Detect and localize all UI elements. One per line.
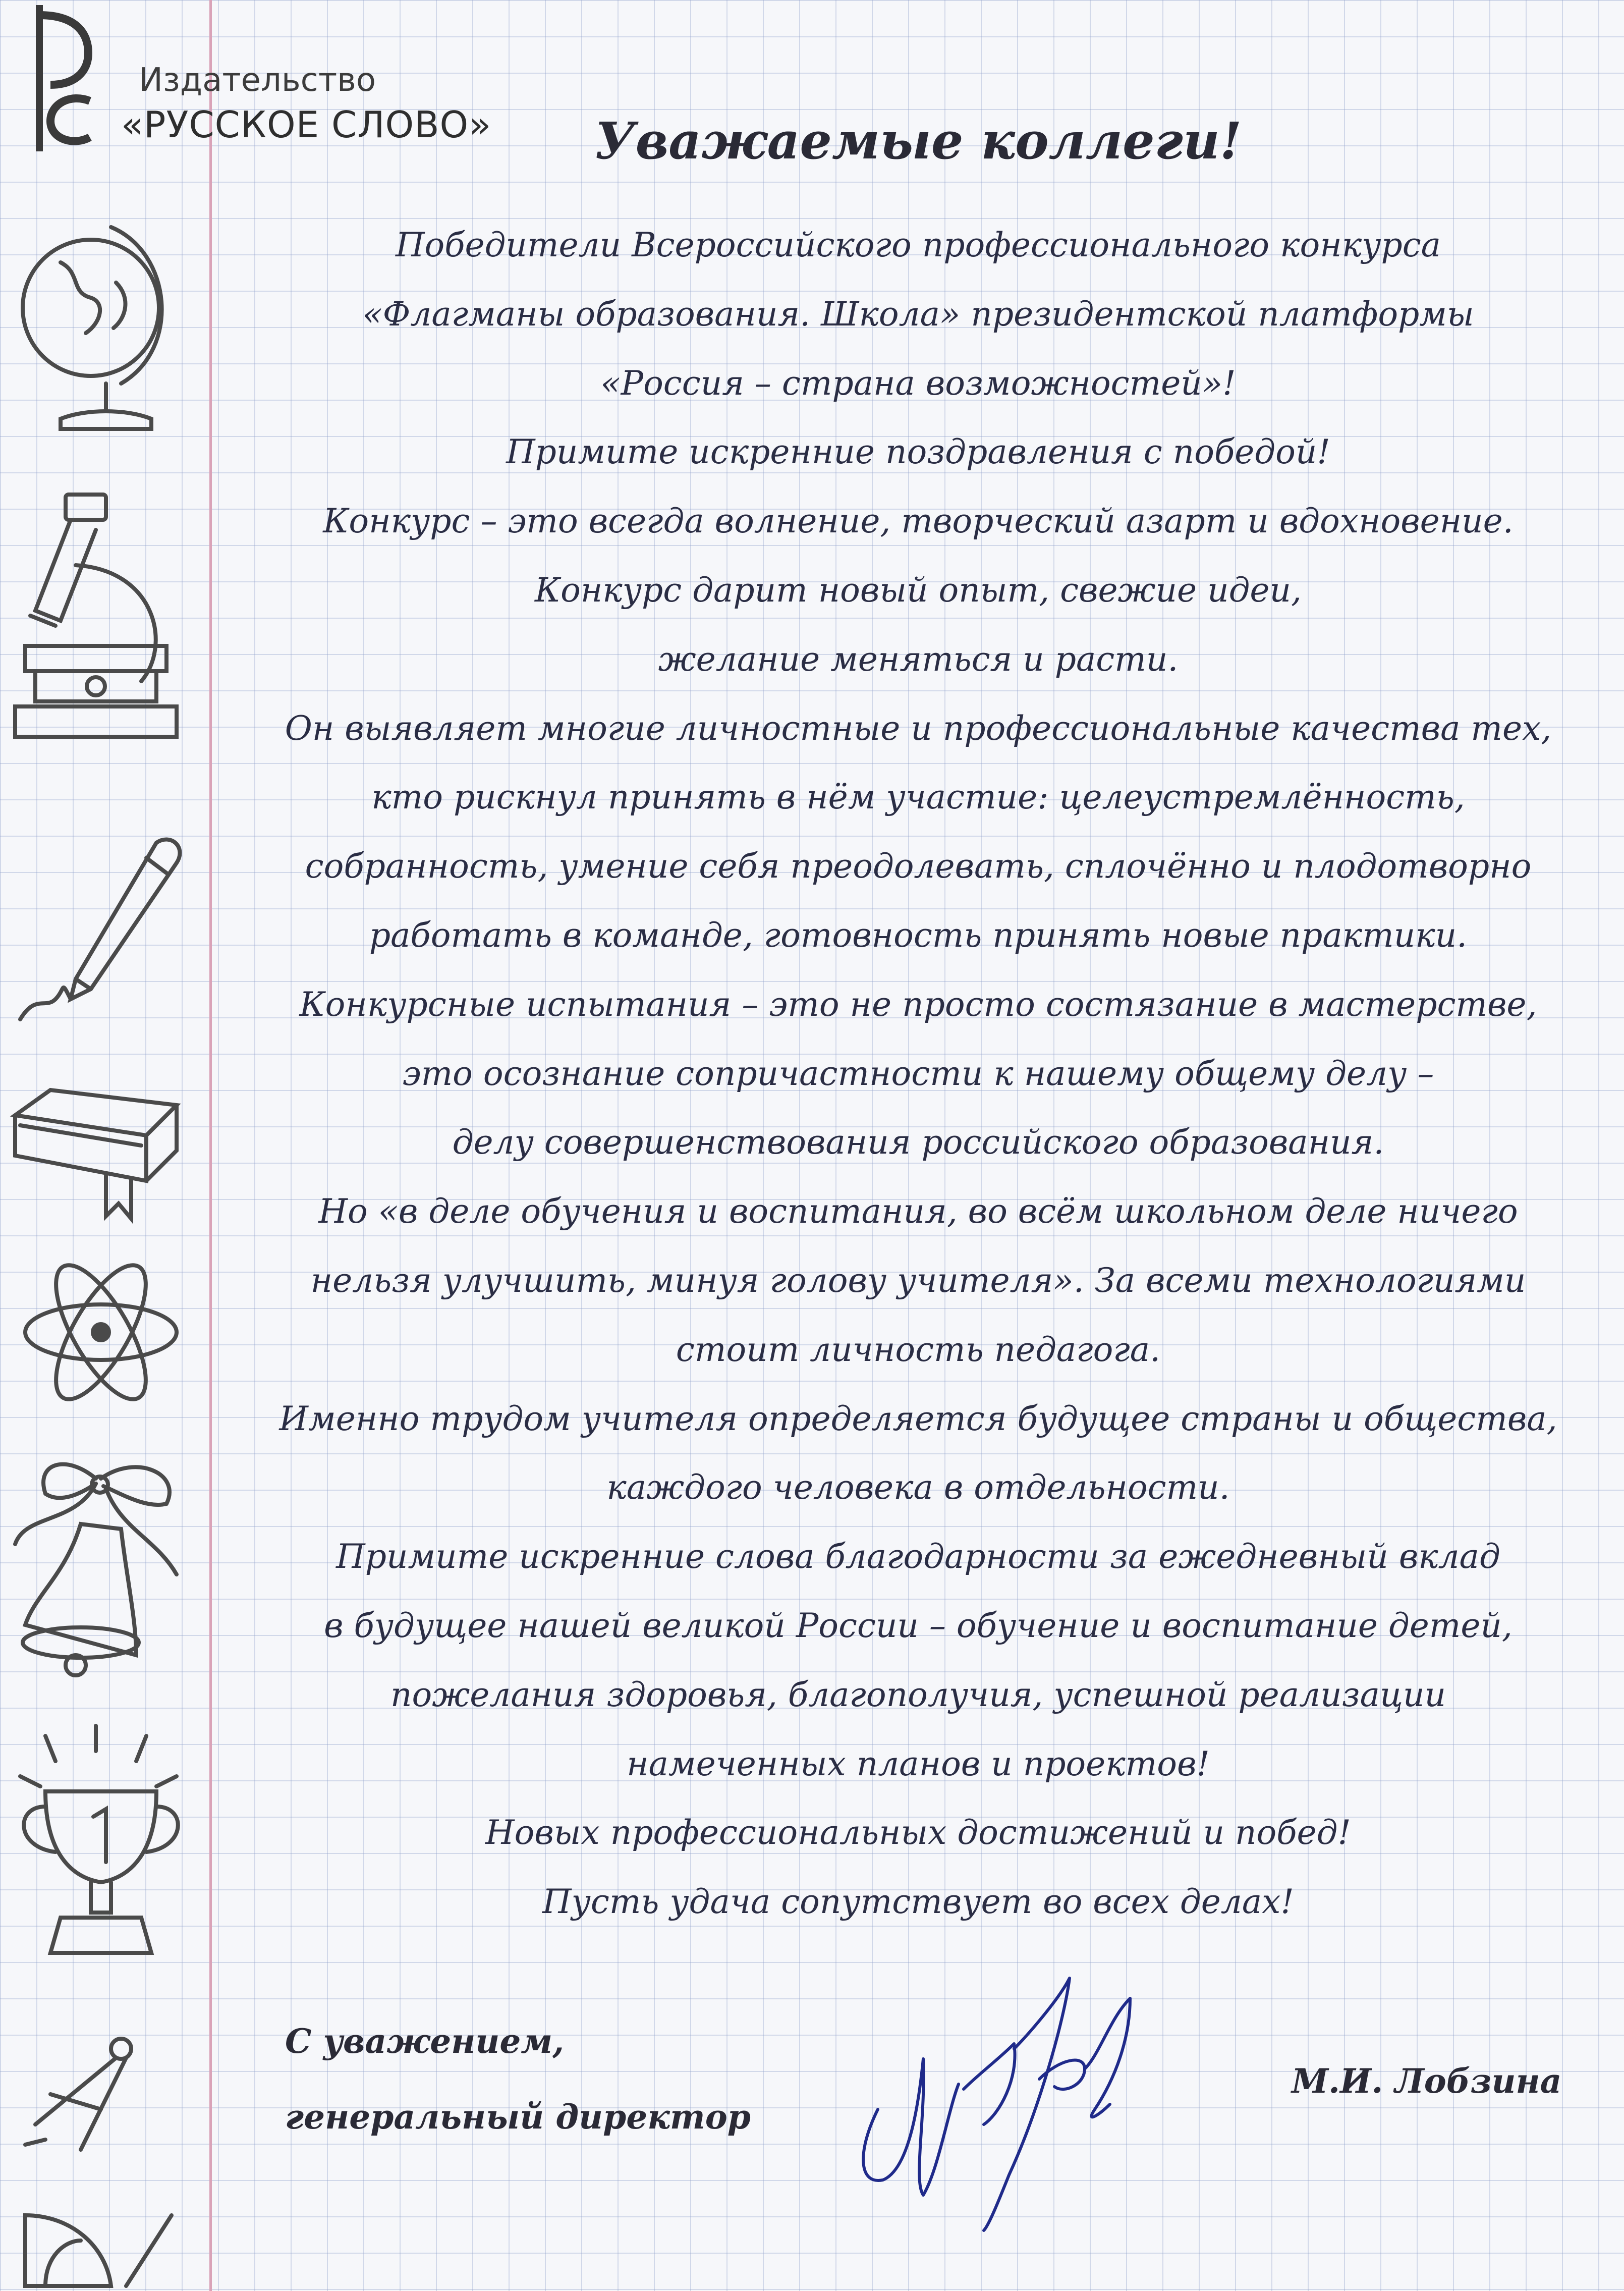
publisher-name: «РУССКОЕ СЛОВО» [121,103,492,146]
protractor-icon [5,2185,197,2291]
publisher-label: Издательство [139,62,376,99]
pen-icon [5,828,197,1029]
handwritten-signature [848,1958,1160,2241]
letter-line: делу совершенствования российского образования. [452,1123,1384,1162]
letter-line: «Флагманы образования. Школа» президентской платформы [362,294,1474,334]
letter-line: желание меняться и расти. [658,639,1179,679]
letter-line: Конкурсные испытания – это не просто состязание в мастерстве, [299,985,1537,1024]
globe-icon [5,207,197,439]
letter-line: Примите искренние поздравления с победой! [506,432,1330,472]
letter-line: собранность, умение себя преодолевать, сплочённо и плодотворно [305,847,1532,886]
bell-icon [5,1443,197,1685]
letter-line: кто рискнул принять в нём участие: целеустремлённость, [371,778,1465,817]
letter-line: пожелания здоровья, благополучия, успешной реализации [390,1675,1446,1714]
letter-line: Победители Всероссийского профессионального конкурса [395,226,1441,264]
letter-line: Он выявляет многие личностные и профессиональные качества тех, [285,708,1552,748]
letter-line: Примите искренние слова благодарности за ежедневный вклад [336,1537,1500,1576]
letter-line: Конкурс дарит новый опыт, свежие идеи, [535,570,1302,610]
letter-line: стоит личность педагога. [676,1330,1161,1369]
notebook-margin-line [209,0,212,2291]
letter-line: Конкурс – это всегда волнение, творческий азарт и вдохновение. [323,502,1514,541]
letter-closing [285,2003,751,2155]
letter-line: это осознание сопричастности к нашему общему делу – [402,1054,1434,1093]
letter-body [222,211,1614,1937]
letter-line: Пусть удача сопутствует во всех делах! [542,1882,1294,1922]
letter-line: Новых профессиональных достижений и побед! [485,1813,1351,1852]
closing-salutation: С уважением, [285,2022,565,2061]
atom-icon [5,1262,197,1403]
letter-line: «Россия – страна возможностей»! [600,363,1236,403]
book-icon [5,1075,197,1226]
letter-line: Именно трудом учителя определяется будущее страны и общества, [279,1399,1557,1438]
letter-line: в будущее нашей великой России – обучение и воспитание детей, [324,1606,1513,1645]
letter-title: Уважаемые коллеги! [594,111,1242,171]
letter-line: нельзя улучшить, минуя голову учителя». За всеми технологиями [310,1261,1526,1300]
signer-position: генеральный директор [285,2097,751,2137]
microscope-icon [5,484,197,767]
letter-line: Но «в деле обучения и воспитания, во всём школьном деле ничего [318,1192,1518,1231]
trophy-icon [5,1716,197,1988]
signer-name: М.И. Лобзина [1292,2061,1562,2101]
letter-line: намеченных планов и проектов! [627,1744,1210,1783]
publisher-logo-mark [30,5,96,151]
letter-line: каждого человека в отдельности. [606,1468,1230,1507]
letter-line: работать в команде, готовность принять новые практики. [369,915,1468,955]
compass-icon [5,2024,197,2165]
